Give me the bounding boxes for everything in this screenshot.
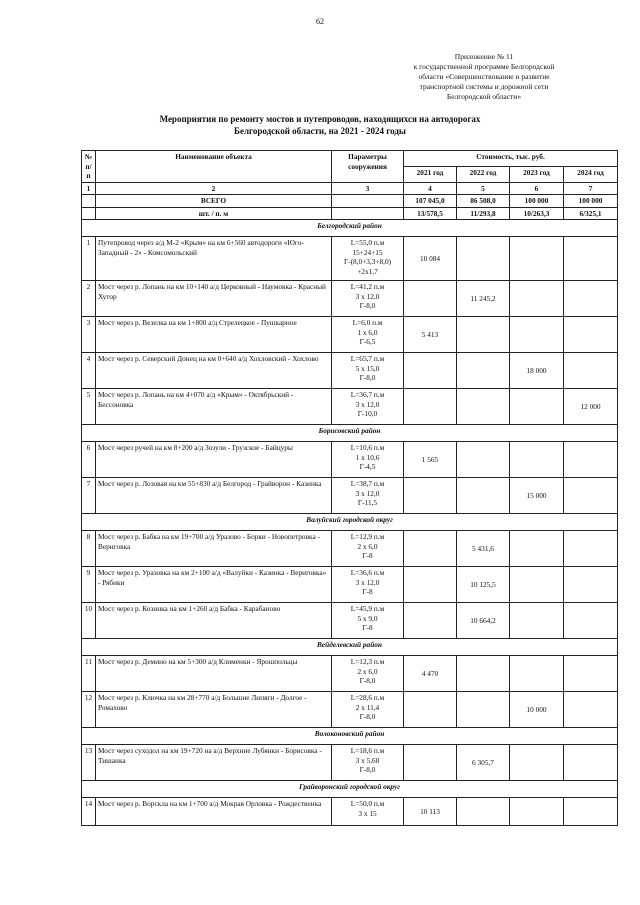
cost-cell [457,692,510,728]
header-year: 2022 год [457,166,510,182]
unit-value: 13/578,5 [404,207,457,220]
page-number: 62 [316,17,324,26]
section-header-row [82,781,618,798]
param-line: 5 х 15,0 [355,363,380,373]
cost-cell [457,798,510,826]
object-name: Мост через р. Лопань на км 10+140 а/д Церковный - Наумовка - Красный Хутор [96,281,332,317]
table-row [82,237,618,281]
cost-cell: 15 000 [510,478,564,514]
row-number: 3 [82,317,96,353]
table-row [82,389,618,425]
param-line: L=12,3 п.м [350,657,385,666]
row-number: 13 [82,745,96,781]
structure-params [332,567,404,603]
cost-cell: 10 125,5 [457,567,510,603]
cost-cell [510,567,564,603]
cost-cell: 10 664,2 [457,603,510,639]
param-line: 3 х 5,68 [355,755,380,765]
cost-cell: 5 431,6 [457,531,510,567]
col-number: 6 [510,182,564,195]
param-line: 2 х 6,0 [357,666,378,676]
param-line: Г-8 [362,587,373,596]
object-name: Мост через суходол на км 19+720 на а/д Верхние Лубянки - Борисовка - Тишанка [96,745,332,781]
row-number: 2 [82,281,96,317]
param-line: Г-6,5 [359,337,376,346]
param-line: 2 х 11,4 [355,702,380,712]
cost-cell: 18 000 [510,353,564,389]
totals-row [82,195,618,208]
table-row [82,656,618,692]
param-line: Г-11,5 [357,498,378,507]
cost-cell [564,692,618,728]
cost-cell [404,603,457,639]
object-name: Мост через р. Уразовка на км 2+100 а/д «Валуйки - Казинка - Вериговка» - Рябики [96,567,332,603]
cost-cell [404,353,457,389]
structure-params [332,478,404,514]
header-cost: Стоимость, тыс. руб. [404,151,618,167]
table-row [82,692,618,728]
object-name: Мост через р. Бабка на км 19+700 а/д Уразово - Борки - Новопетровка - Вериговка [96,531,332,567]
table-row [82,531,618,567]
structure-params [332,531,404,567]
param-line: Г-(8,0+3,3+8,0) [343,257,392,266]
cost-cell [510,603,564,639]
cost-cell [564,317,618,353]
cost-cell [564,656,618,692]
table-row [82,603,618,639]
cost-cell [564,237,618,281]
object-name: Мост через р. Демино на км 5+300 а/д Клименки - Ярошпольцы [96,656,332,692]
unit-value: 6/325,1 [564,207,618,220]
cost-cell [404,692,457,728]
param-line: L=28,6 п.м [350,693,385,702]
param-line: Г-10,0 [357,409,378,418]
unit-label: шт. / п. м [96,207,332,220]
table-row [82,567,618,603]
cost-cell [564,567,618,603]
param-line: Г-8 [362,551,373,560]
cost-cell [564,478,618,514]
param-line: 1 х 10,6 [355,452,380,462]
param-line: L=41,2 п.м [350,282,385,291]
cost-cell: 6 305,7 [457,745,510,781]
cost-cell [564,798,618,826]
cost-cell [457,478,510,514]
cost-cell: 10 000 [510,692,564,728]
row-number: 11 [82,656,96,692]
row-number: 14 [82,798,96,826]
appendix-line: Белгородской области» [446,92,522,101]
cost-cell: 11 245,2 [457,281,510,317]
row-number: 5 [82,389,96,425]
cost-cell [457,317,510,353]
cost-cell [457,656,510,692]
cost-cell [510,442,564,478]
section-title: Валуйский городской округ [82,514,618,531]
structure-params [332,317,404,353]
object-name: Мост через р. Козинка на км 1+260 а/д Бабка - Карабаново [96,603,332,639]
column-numbers-row [82,182,618,195]
document-title [120,113,520,137]
param-line: 1 х 6,0 [357,327,378,337]
title-line: Белгородской области, на 2021 - 2024 годы [234,126,406,136]
row-number: 4 [82,353,96,389]
table-row [82,353,618,389]
cost-cell [457,389,510,425]
structure-params [332,692,404,728]
param-line: 3 х 12,0 [355,291,380,301]
param-line: L=50,0 п.м [350,799,385,808]
unit-value: 10/263,3 [510,207,564,220]
object-name: Мост через р. Северский Донец на км 0+640 а/д Хохловский - Хохлово [96,353,332,389]
cost-cell: 4 470 [404,656,457,692]
param-line: 5 х 9,0 [357,613,378,623]
object-name: Мост через р. Лопань на км 4+070 а/д «Крым» - Октябрьский - Бессоновка [96,389,332,425]
cost-cell [564,442,618,478]
param-line: L=65,7 п.м [350,354,385,363]
section-title: Волоконовский район [82,728,618,745]
appendix-line: области «Совершенствование и развитие [418,72,550,81]
table-row [82,798,618,826]
unit-value: 11/293,8 [457,207,510,220]
totals-label: ВСЕГО [96,195,332,208]
cost-cell [457,442,510,478]
param-line: L=6,0 п.м [352,318,383,327]
object-name: Мост через р. Ключка на км 28+770 а/д Большие Липяги - Долгое - Ромахово [96,692,332,728]
row-number: 9 [82,567,96,603]
cost-cell: 12 000 [564,389,618,425]
header-name: Наименование объекта [96,151,332,183]
cost-cell [510,531,564,567]
param-line: Г-8,0 [359,301,376,310]
total-value: 100 000 [510,195,564,208]
section-header-row [82,728,618,745]
appendix-line: к государственной программе Белгородской [413,62,555,71]
table-row [82,442,618,478]
title-line: Мероприятия по ремонту мостов и путепроводов, находящихся на автодорогах [159,114,481,124]
section-title: Борисовский район [82,425,618,442]
param-line: Г-8,0 [359,373,376,382]
cost-cell [510,317,564,353]
object-name: Мост через ручей на км 8+200 а/д Зозули - Грузское - Байцуры [96,442,332,478]
param-line: +2х1,7 [357,266,378,276]
object-name: Путепровод через а/д М-2 «Крым» на км 6+560 автодороги «Юго-Западный - 2» - Комсомольский [96,237,332,281]
cost-cell [404,531,457,567]
row-number: 7 [82,478,96,514]
param-line: L=12,9 п.м [350,532,385,541]
cost-cell [510,281,564,317]
cost-cell [564,531,618,567]
header-year: 2023 год [510,166,564,182]
param-line: Г-8,0 [359,712,376,721]
cost-cell [564,745,618,781]
repair-table [81,150,618,826]
header-year: 2024 год [564,166,618,182]
cost-cell [404,281,457,317]
total-value: 100 000 [564,195,618,208]
appendix-block [384,52,584,102]
header-row [82,151,618,167]
row-number: 6 [82,442,96,478]
section-title: Грайворонский городской округ [82,781,618,798]
cost-cell [510,389,564,425]
param-line: 3 х 12,0 [355,488,380,498]
object-name: Мост через р. Ворскла на км 1+700 а/д Мокрая Орловка - Рождественка [96,798,332,826]
cost-cell [510,656,564,692]
cost-cell [404,389,457,425]
param-line: L=45,9 п.м [350,604,385,613]
cost-cell [564,353,618,389]
row-number: 8 [82,531,96,567]
col-number: 7 [564,182,618,195]
row-number: 1 [82,237,96,281]
units-row [82,207,618,220]
param-line: L=38,7 п.м [350,479,385,488]
col-number: 2 [96,182,332,195]
param-line: 3 х 12,0 [355,399,380,409]
cost-cell [510,798,564,826]
param-line: L=18,6 п.м [350,746,385,755]
table-row [82,317,618,353]
structure-params [332,656,404,692]
col-number: 1 [82,182,96,195]
structure-params [332,281,404,317]
structure-params [332,798,404,826]
cost-cell [457,353,510,389]
param-line: 3 х 12,0 [355,577,380,587]
header-year: 2021 год [404,166,457,182]
cost-cell [457,237,510,281]
param-line: L=36,6 п.м [350,568,385,577]
param-line: L=55,0 п.м [350,238,385,247]
cost-cell: 10 113 [404,798,457,826]
param-line: 2 х 6,0 [357,541,378,551]
section-title: Белгородский район [82,220,618,237]
cost-cell: 1 565 [404,442,457,478]
table-row [82,745,618,781]
cost-cell [404,745,457,781]
param-line: 3 х 15 [358,808,377,818]
param-line: Г-8,0 [359,676,376,685]
structure-params [332,442,404,478]
param-line: Г-4,5 [359,462,376,471]
row-number: 12 [82,692,96,728]
cost-cell [564,281,618,317]
structure-params [332,237,404,281]
param-line: 15+24+15 [352,247,383,257]
object-name: Мост через р. Лозовая на км 55+830 а/д Белгород - Грайворон - Казинка [96,478,332,514]
table-row [82,478,618,514]
section-header-row [82,425,618,442]
structure-params [332,745,404,781]
cost-cell: 5 413 [404,317,457,353]
col-number: 4 [404,182,457,195]
structure-params [332,603,404,639]
section-header-row [82,514,618,531]
section-header-row [82,639,618,656]
cost-cell [510,745,564,781]
table-row [82,281,618,317]
param-line: L=10,6 п.м [350,443,385,452]
cost-cell [564,603,618,639]
cost-cell [404,567,457,603]
structure-params [332,389,404,425]
cost-cell [404,478,457,514]
header-num: № п/п [82,151,96,183]
cost-cell: 10 084 [404,237,457,281]
object-name: Мост через р. Везелка на км 1+800 а/д Стрелецкое - Пушкарное [96,317,332,353]
total-value: 86 508,0 [457,195,510,208]
structure-params [332,353,404,389]
param-line: Г-8,0 [359,765,376,774]
header-params: Параметры сооружения [332,151,404,183]
col-number: 3 [332,182,404,195]
param-line: L=36,7 п.м [350,390,385,399]
appendix-line: транспортной системы и дорожной сети [419,82,549,91]
col-number: 5 [457,182,510,195]
appendix-line: Приложение № 11 [454,52,514,61]
row-number: 10 [82,603,96,639]
section-title: Вейделевский район [82,639,618,656]
total-value: 107 045,0 [404,195,457,208]
section-header-row [82,220,618,237]
param-line: Г-8 [362,623,373,632]
cost-cell [510,237,564,281]
